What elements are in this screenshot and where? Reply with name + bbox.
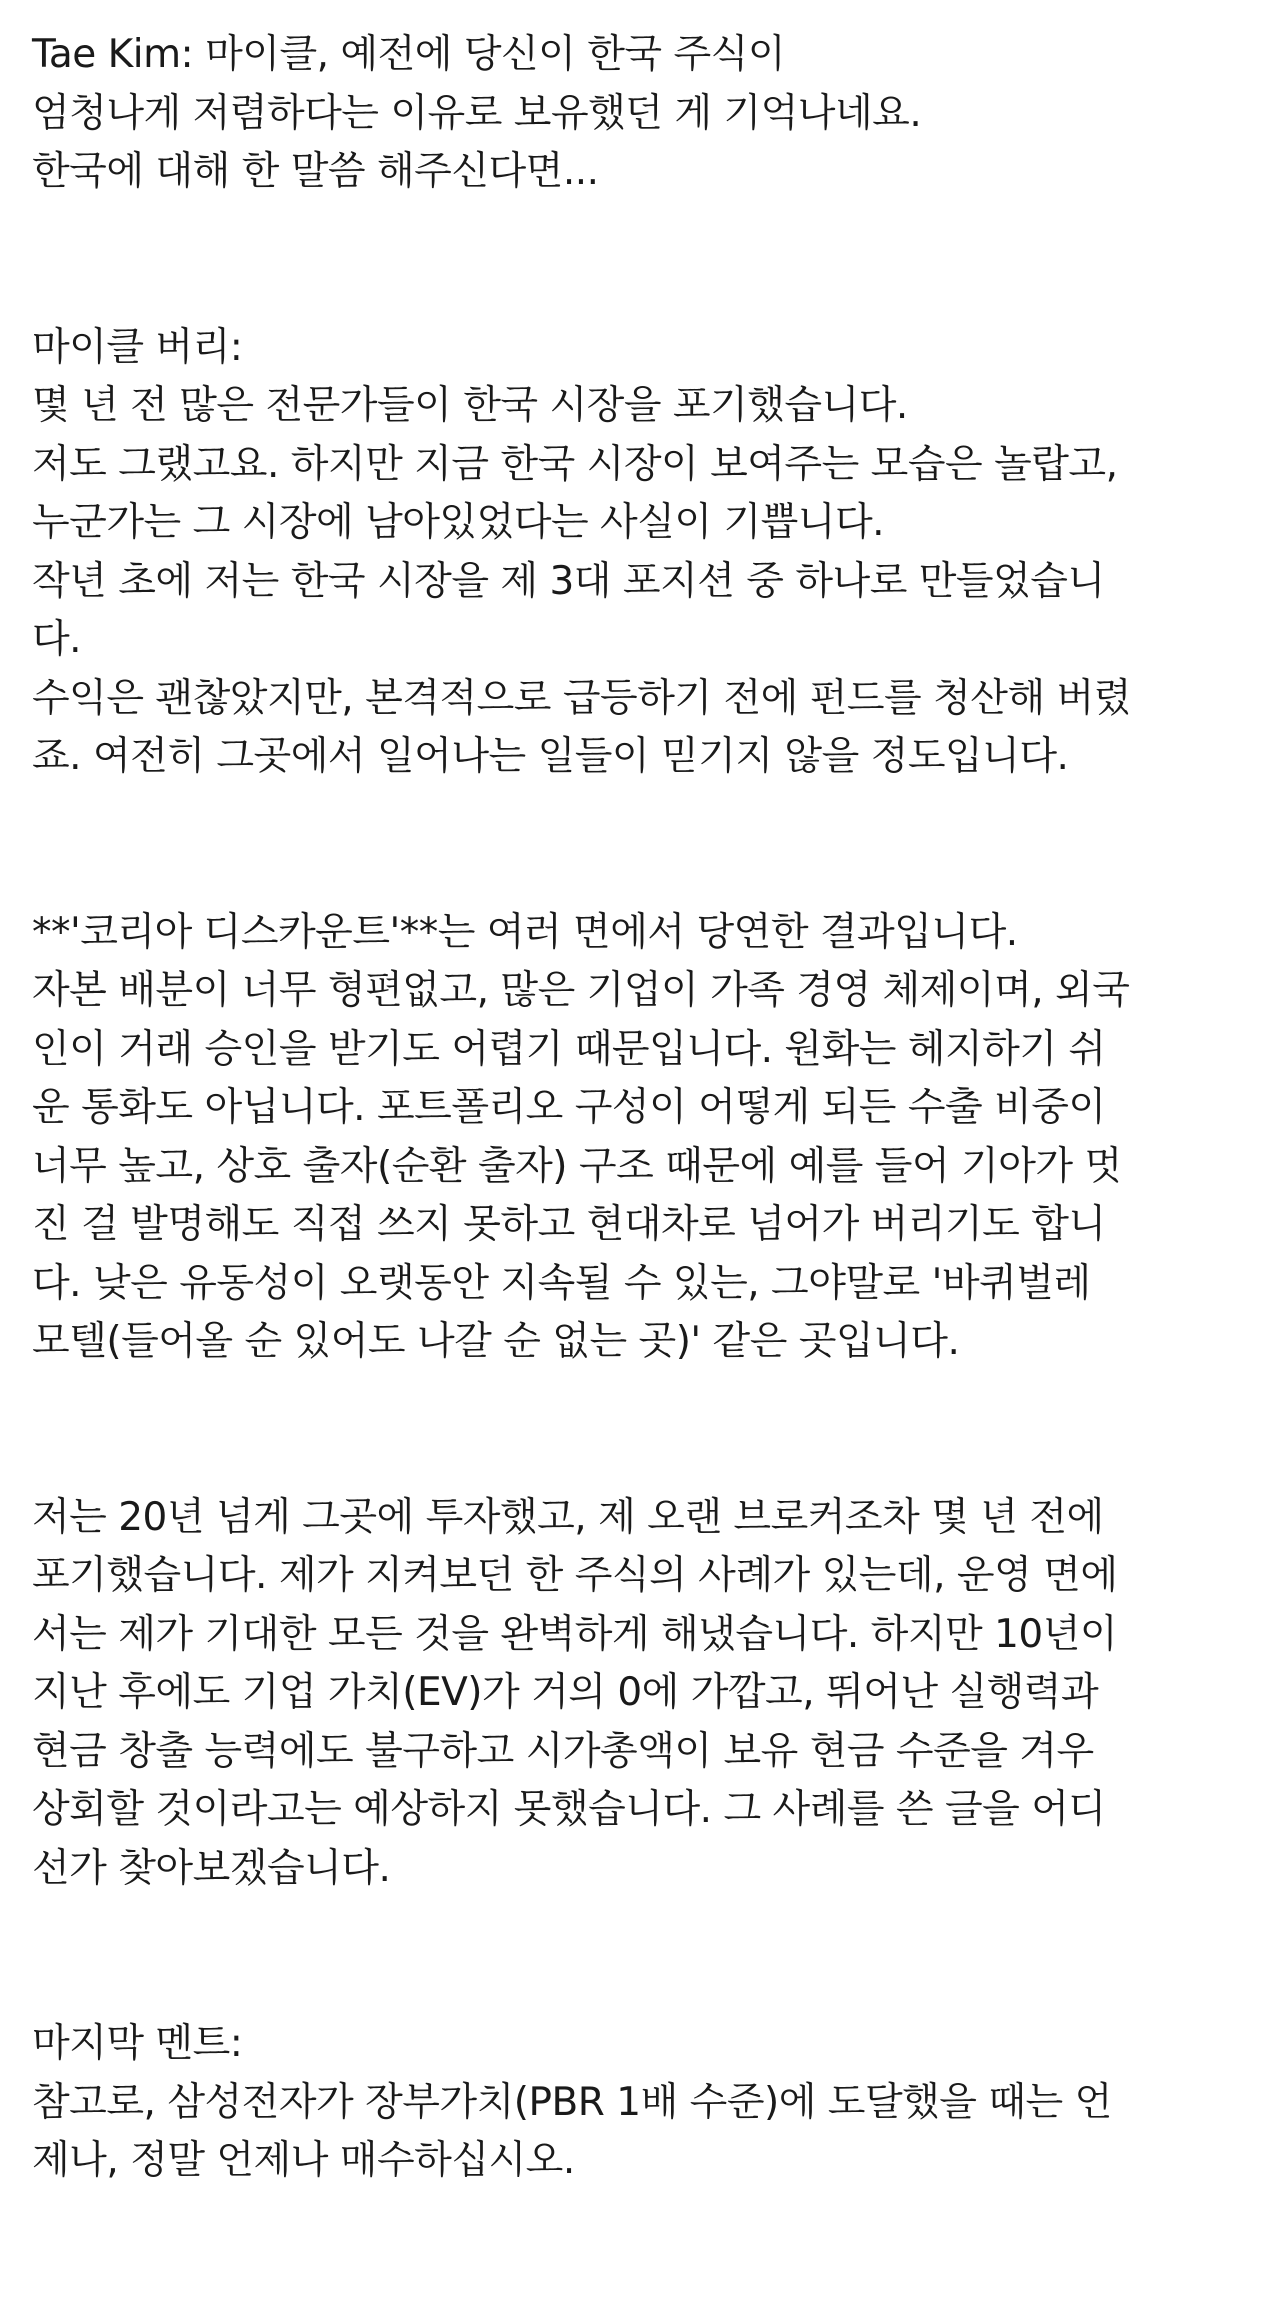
paragraph-investment-history [32, 1489, 1262, 1899]
text-line: 다. 낮은 유동성이 오랫동안 지속될 수 있는, 그야말로 '바퀴벌레 [32, 1260, 1091, 1306]
text-line: 포기했습니다. 제가 지켜보던 한 주식의 사례가 있는데, 운영 면에 [32, 1553, 1118, 1598]
text-line: 한국에 대해 한 말씀 해주신다면... [32, 149, 599, 194]
text-line: 모텔(들어올 순 있어도 나갈 순 없는 곳)' 같은 곳입니다. [32, 1319, 960, 1364]
text-line: 마지막 멘트: [32, 2021, 243, 2066]
paragraph-intro-question [32, 26, 1262, 202]
paragraph-burry-answer [32, 319, 1262, 787]
text-line: 상회할 것이라고는 예상하지 못했습니다. 그 사례를 쓴 글을 어디 [32, 1787, 1106, 1832]
text-line: 지난 후에도 기업 가치(EV)가 거의 0에 가깝고, 뛰어난 실행력과 [32, 1670, 1099, 1715]
text-line: 참고로, 삼성전자가 장부가치(PBR 1배 수준)에 도달했을 때는 언 [32, 2079, 1112, 2125]
text-line: 자본 배분이 너무 형편없고, 많은 기업이 가족 경영 체제이며, 외국 [32, 968, 1130, 1013]
paragraph-final-remark [32, 2015, 1262, 2191]
text-line: 진 걸 발명해도 직접 쓰지 못하고 현대차로 넘어가 버리기도 합니 [32, 1202, 1106, 1247]
text-line: 누군가는 그 시장에 남아있었다는 사실이 기쁩니다. [32, 500, 885, 545]
paragraph-korea-discount [32, 904, 1262, 1372]
text-line: 몇 년 전 많은 전문가들이 한국 시장을 포기했습니다. [32, 383, 908, 428]
text-line: 마이클 버리: [32, 324, 243, 370]
text-line: 제나, 정말 언제나 매수하십시오. [32, 2138, 575, 2183]
text-line: 서는 제가 기대한 모든 것을 완벽하게 해냈습니다. 하지만 10년이 [32, 1611, 1118, 1657]
text-line: Tae Kim: 마이클, 예전에 당신이 한국 주식이 [32, 32, 786, 77]
text-line: 현금 창출 능력에도 불구하고 시가총액이 보유 현금 수준을 겨우 [32, 1728, 1094, 1774]
text-line: 선가 찾아보겠습니다. [32, 1845, 391, 1891]
text-line: 저는 20년 넘게 그곳에 투자했고, 제 오랜 브로커조차 몇 년 전에 [32, 1494, 1104, 1540]
text-line: 엄청나게 저렴하다는 이유로 보유했던 게 기억나네요. [32, 90, 922, 136]
text-line: 죠. 여전히 그곳에서 일어나는 일들이 믿기지 않을 정도입니다. [32, 734, 1069, 779]
document-body [32, 26, 1262, 2308]
text-line: 다. [32, 617, 82, 662]
text-line: **'코리아 디스카운트'**는 여러 면에서 당연한 결과입니다. [32, 909, 1018, 955]
text-line: 작년 초에 저는 한국 시장을 제 3대 포지션 중 하나로 만들었습니 [32, 558, 1105, 604]
text-line: 저도 그랬고요. 하지만 지금 한국 시장이 보여주는 모습은 놀랍고, [32, 441, 1118, 487]
text-line: 너무 높고, 상호 출자(순환 출자) 구조 때문에 예를 들어 기아가 멋 [32, 1143, 1122, 1189]
text-line: 수익은 괜찮았지만, 본격적으로 급등하기 전에 펀드를 청산해 버렸 [32, 675, 1131, 721]
text-line: 인이 거래 승인을 받기도 어렵기 때문입니다. 원화는 헤지하기 쉬 [32, 1026, 1106, 1072]
text-line: 운 통화도 아닙니다. 포트폴리오 구성이 어떻게 되든 수출 비중이 [32, 1085, 1106, 1130]
